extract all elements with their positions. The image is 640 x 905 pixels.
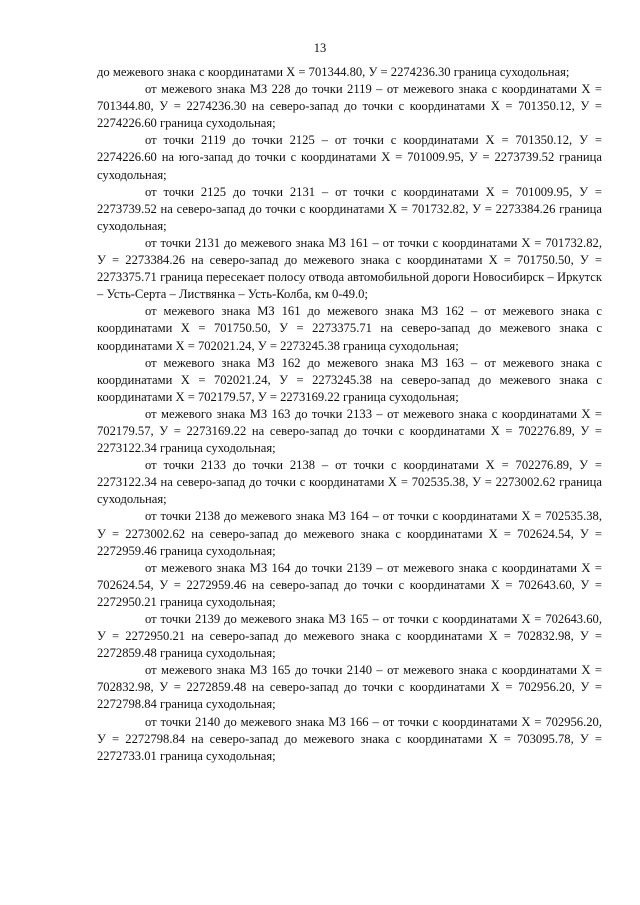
page-number: 13	[313, 41, 327, 55]
paragraph: от межевого знака МЗ 164 до точки 2139 – от межевого знака с координатами Х = 702624.54, У = 2272959.46 на северо-запад до точки с координатами Х = 702643.60, У = 2272950.21 граница суходольная;	[97, 560, 602, 609]
paragraph: от межевого знака МЗ 162 до межевого знака МЗ 163 – от межевого знака с координатами Х = 702021.24, У = 2273245.38 на северо-запад до межевого знака с координатами Х = 702179.57, У = 2273169.22 граница суходольная;	[97, 355, 602, 404]
paragraph: от точки 2131 до межевого знака МЗ 161 – от точки с координатами Х = 701732.82, У = 2273384.26 на северо-запад до межевого знака с координатами Х = 701750.50, У = 2273375.71 граница пересекает полосу отвода автомобильной дороги Новосибирск – Иркутск – Усть-Серта – Листвянка – Усть-Колба, км 0-49.0;	[97, 235, 602, 302]
paragraph: от точки 2125 до точки 2131 – от точки с координатами Х = 701009.95, У = 2273739.52 на северо-запад до точки с координатами Х = 701732.82, У = 2273384.26 граница суходольная;	[97, 184, 602, 233]
paragraph: от межевого знака МЗ 228 до точки 2119 – от межевого знака с координатами Х = 701344.80, У = 2274236.30 на северо-запад до точки с координатами Х = 701350.12, У = 2274226.60 граница суходольная;	[97, 82, 602, 131]
paragraph: от точки 2139 до межевого знака МЗ 165 – от точки с координатами Х = 702643.60, У = 2272950.21 на северо-запад до межевого знака с координатами Х = 702832.98, У = 2272859.48 граница суходольная;	[97, 612, 602, 661]
paragraph: от точки 2140 до межевого знака МЗ 166 – от точки с координатами Х = 702956.20, У = 2272798.84 на северо-запад до межевого знака с координатами Х = 703095.78, У = 2272733.01 граница суходольная;	[97, 714, 602, 763]
paragraph-continuation: до межевого знака с координатами Х = 701344.80, У = 2274236.30 граница суходольная;	[97, 65, 570, 79]
paragraph: от межевого знака МЗ 161 до межевого знака МЗ 162 – от межевого знака с координатами Х = 701750.50, У = 2273375.71 на северо-запад до межевого знака с координатами Х = 702021.24, У = 2273245.38 граница суходольная;	[97, 304, 602, 353]
document-body	[97, 64, 602, 765]
paragraph: от точки 2133 до точки 2138 – от точки с координатами Х = 702276.89, У = 2273122.34 на северо-запад до точки с координатами Х = 702535.38, У = 2273002.62 граница суходольная;	[97, 458, 602, 507]
paragraph: от точки 2138 до межевого знака МЗ 164 – от точки с координатами Х = 702535.38, У = 2273002.62 на северо-запад до межевого знака с координатами Х = 702624.54, У = 2272959.46 граница суходольная;	[97, 509, 602, 558]
paragraph: от межевого знака МЗ 165 до точки 2140 – от межевого знака с координатами Х = 702832.98, У = 2272859.48 на северо-запад до точки с координатами Х = 702956.20, У = 2272798.84 граница суходольная;	[97, 663, 602, 712]
paragraph: от межевого знака МЗ 163 до точки 2133 – от межевого знака с координатами Х = 702179.57, У = 2273169.22 на северо-запад до точки с координатами Х = 702276.89, У = 2273122.34 граница суходольная;	[97, 406, 602, 456]
paragraph: от точки 2119 до точки 2125 – от точки с координатами Х = 701350.12, У = 2274226.60 на юго-запад до точки с координатами Х = 701009.95, У = 2273739.52 граница суходольная;	[97, 133, 602, 182]
